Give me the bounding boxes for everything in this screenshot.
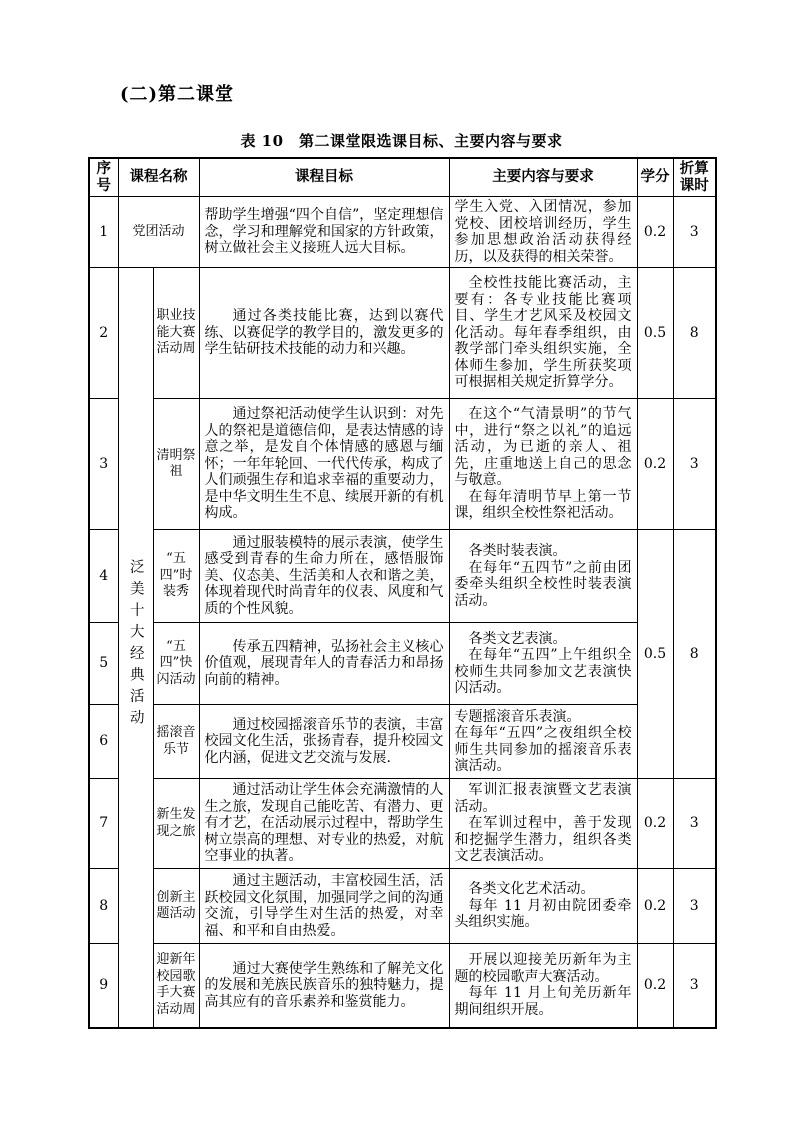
paragraph: 学生入党、入团情况，参加党校、团校培训经历，学生参加思想政治活动获得经历，以及获得的相关荣誉。 <box>454 199 632 265</box>
paragraph: 军训汇报表演暨文艺表演活动。 <box>454 782 632 815</box>
content-cell <box>449 530 637 623</box>
course-name-cell: 清明祭祖 <box>153 399 199 530</box>
header-course-name: 课程名称 <box>118 158 199 197</box>
row-index-cell: 1 <box>89 197 118 268</box>
table-row <box>89 197 716 268</box>
paragraph: 在这个“气清景明”的节气中，进行“祭之以礼”的追远活动，为已逝的亲人、祖先，庄重地送上自己的思念与敬意。 <box>454 406 632 489</box>
credit-cell: 0.2 <box>637 197 673 268</box>
table-row <box>89 530 716 623</box>
paragraph: 传承五四精神，弘扬社会主义核心价值观，展现青年人的青春活力和昂扬向前的精神。 <box>204 638 444 688</box>
header-index: 序号 <box>89 158 118 197</box>
credit-cell: 0.2 <box>637 779 673 869</box>
course-name-cell: “五四”快闪活动 <box>153 623 199 705</box>
paragraph: 在军训过程中，善于发现和挖掘学生潜力，组织各类文艺表演活动。 <box>454 815 632 865</box>
paragraph: 各类文艺表演。 <box>468 630 567 647</box>
paragraph: 专题摇滚音乐表演。 <box>454 708 581 725</box>
course-name-cell: 摇滚音乐节 <box>153 705 199 779</box>
paragraph: 通过主题活动，丰富校园生活，活跃校园文化氛围，加强同学之间的沟通交流，引导学生对生活的热爱，对幸福、和平和自由热爱。 <box>204 873 444 939</box>
group-label: 泛美十大经典活动 <box>127 559 144 731</box>
paragraph: 在每年“五四”之夜组织全校师生共同参加的摇滚音乐表演活动。 <box>454 725 632 774</box>
group-label-cell <box>118 268 153 1028</box>
table-row <box>89 944 716 1028</box>
row-index-cell: 3 <box>89 399 118 530</box>
content-cell <box>449 705 637 779</box>
credit-cell: 0.2 <box>637 399 673 530</box>
row-index-cell: 4 <box>89 530 118 623</box>
table-body <box>89 197 716 1028</box>
table-row <box>89 869 716 944</box>
credit-cell: 0.5 <box>637 268 673 399</box>
course-name-cell: “五四”时装秀 <box>153 530 199 623</box>
hours-cell: 3 <box>673 869 716 944</box>
row-index-cell: 7 <box>89 779 118 869</box>
content-cell <box>449 399 637 530</box>
paragraph: 每年 11 月初由院团委牵头组织实施。 <box>454 897 632 931</box>
paragraph: 在每年清明节早上第一节课，组织全校性祭祀活动。 <box>454 488 632 522</box>
content-cell <box>449 779 637 869</box>
table-title: 表 10 第二课堂限选课目标、主要内容与要求 <box>240 132 563 150</box>
paragraph: 在每年“五四”上午组织全校师生共同参加文艺表演快闪活动。 <box>454 647 632 696</box>
objective-cell <box>199 869 449 944</box>
row-index-cell: 2 <box>89 268 118 399</box>
paragraph: 每年 11 月上旬羌历新年期间组织开展。 <box>454 985 632 1018</box>
credit-cell: 0.5 <box>637 530 673 779</box>
paragraph: 通过各类技能比赛，达到以赛代练、以赛促学的教学目的，激发更多的学生钻研技术技能的动力和兴趣。 <box>204 308 444 358</box>
course-name-cell: 新生发现之旅 <box>153 779 199 869</box>
table-row <box>89 399 716 530</box>
paragraph: 全校性技能比赛活动，主要有：各专业技能比赛项目、学生才艺风采及校园文化活动。每年春季组织，由教学部门牵头组织实施，全体师生参加，学生所获奖项可根据相关规定折算学分。 <box>454 275 632 391</box>
paragraph: 通过服装模特的展示表演，使学生感受到青春的生命力所在，感悟服饰美、仪态美、生活美和人衣和谐之美，体现着现代时尚青年的仪表、风度和气质的个性风貌。 <box>204 534 444 617</box>
row-index-cell: 9 <box>89 944 118 1028</box>
hours-cell: 3 <box>673 779 716 869</box>
table-row <box>89 623 716 705</box>
hours-cell: 3 <box>673 197 716 268</box>
course-name-cell: 职业技能大赛活动周 <box>153 268 199 399</box>
content-cell <box>449 197 637 268</box>
paragraph: 通过祭祀活动使学生认识到：对先人的祭祀是道德信仰，是表达情感的诗意之举，是发自个体情感的感恩与缅怀；一年年轮回、一代代传承，构成了人们顽强生存和追求幸福的重要动力，是中华文明生生不息、续展开新的有机构成。 <box>204 406 444 522</box>
paragraph: 帮助学生增强“四个自信”，坚定理想信念，学习和理解党和国家的方针政策，树立做社会主义接班人远大目标。 <box>204 207 444 257</box>
course-name-cell: 创新主题活动 <box>153 869 199 944</box>
section-heading: (二)第二课堂 <box>120 84 235 105</box>
table-row <box>89 779 716 869</box>
table-row <box>89 705 716 779</box>
hours-cell: 3 <box>673 399 716 530</box>
credit-cell: 0.2 <box>637 944 673 1028</box>
hours-cell: 8 <box>673 268 716 399</box>
objective-cell <box>199 197 449 268</box>
course-name-cell: 迎新年校园歌手大赛活动周 <box>153 944 199 1028</box>
header-hours: 折算课时 <box>673 158 716 197</box>
objective-cell <box>199 705 449 779</box>
objective-cell <box>199 944 449 1028</box>
header-content: 主要内容与要求 <box>449 158 637 197</box>
objective-cell <box>199 779 449 869</box>
paragraph: 通过活动让学生体会充满激情的人生之旅，发现自己能吃苦、有潜力、更有才艺，在活动展示过程中，帮助学生树立崇高的理想、对专业的热爱，对航空事业的执著。 <box>204 782 444 865</box>
hours-cell: 8 <box>673 530 716 779</box>
paragraph: 通过校园摇滚音乐节的表演，丰富校园文化生活，张扬青春，提升校园文化内涵，促进文艺交流与发展. <box>204 716 444 766</box>
objective-cell <box>199 268 449 399</box>
header-objective: 课程目标 <box>199 158 449 197</box>
objective-cell <box>199 623 449 705</box>
credit-cell: 0.2 <box>637 869 673 944</box>
course-name-cell: 党团活动 <box>118 197 199 268</box>
paragraph: 在每年“五四节”之前由团委牵头组织全校性时装表演活动。 <box>454 559 632 609</box>
paragraph: 开展以迎接羌历新年为主题的校园歌声大赛活动。 <box>454 952 632 985</box>
content-cell <box>449 268 637 399</box>
paragraph: 各类时装表演。 <box>468 543 567 559</box>
course-table <box>88 157 717 1029</box>
row-index-cell: 8 <box>89 869 118 944</box>
hours-cell: 3 <box>673 944 716 1028</box>
row-index-cell: 6 <box>89 705 118 779</box>
content-cell <box>449 869 637 944</box>
content-cell <box>449 623 637 705</box>
paragraph: 通过大赛使学生熟练和了解羌文化的发展和羌族民族音乐的独特魅力，提高其应有的音乐素养和鉴赏能力。 <box>204 960 444 1010</box>
content-cell <box>449 944 637 1028</box>
objective-cell <box>199 399 449 530</box>
table-row <box>89 268 716 399</box>
row-index-cell: 5 <box>89 623 118 705</box>
paragraph: 各类文化艺术活动。 <box>468 881 595 898</box>
header-row <box>89 158 716 197</box>
objective-cell <box>199 530 449 623</box>
header-credit: 学分 <box>637 158 673 197</box>
